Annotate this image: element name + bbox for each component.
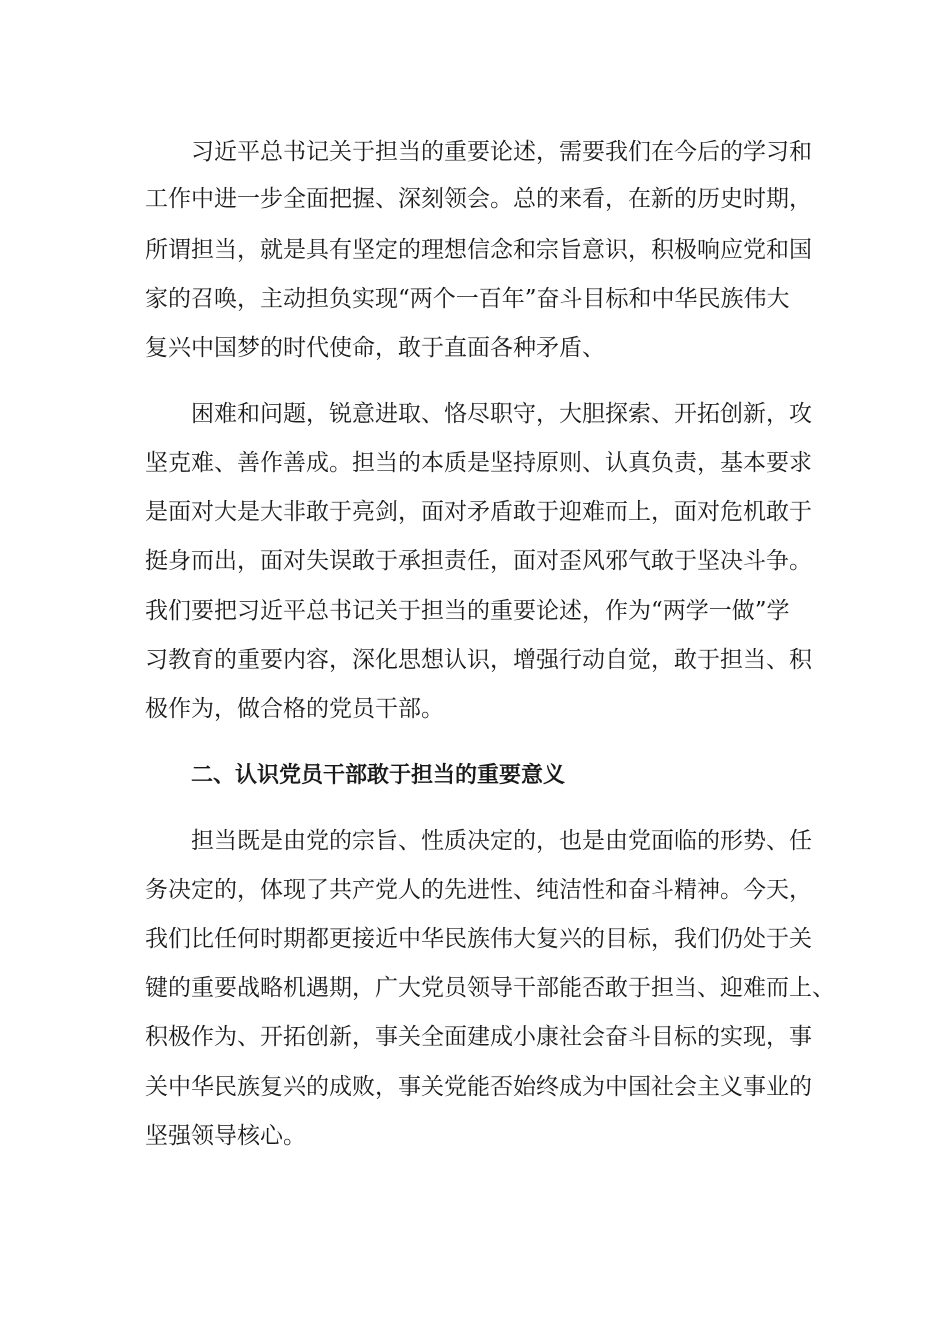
paragraph-3-line-7: 坚强领导核心。 [145,1123,306,1149]
paragraph-3-line-1: 担当既是由党的宗旨、性质决定的，也是由党面临的形势、任 [191,828,812,854]
paragraph-2-line-1: 困难和问题，锐意进取、恪尽职守，大胆探索、开拓创新，攻 [191,401,812,427]
paragraph-1-line-4: 家的召唤，主动担负实现“两个一百年”奋斗目标和中华民族伟大 [145,286,790,312]
paragraph-2-line-2: 坚克难、善作善成。担当的本质是坚持原则、认真负责，基本要求 [145,450,812,476]
paragraph-3-line-4: 键的重要战略机遇期，广大党员领导干部能否敢于担当、迎难而上、 [145,975,835,1001]
paragraph-3-line-2: 务决定的，体现了共产党人的先进性、纯洁性和奋斗精神。今天， [145,877,812,903]
paragraph-2-line-3: 是面对大是大非敢于亮剑，面对矛盾敢于迎难而上，面对危机敢于 [145,499,812,525]
paragraph-3-line-5: 积极作为、开拓创新，事关全面建成小康社会奋斗目标的实现，事 [145,1024,812,1050]
section-heading: 二、认识党员干部敢于担当的重要意义 [191,763,566,788]
paragraph-3-line-6: 关中华民族复兴的成败，事关党能否始终成为中国社会主义事业的 [145,1074,812,1100]
paragraph-2-line-6: 习教育的重要内容，深化思想认识，增强行动自觉，敢于担当、积 [145,647,812,673]
paragraph-2-line-5: 我们要把习近平总书记关于担当的重要论述，作为“两学一做”学 [145,598,790,624]
paragraph-1-line-1: 习近平总书记关于担当的重要论述，需要我们在今后的学习和 [191,139,812,165]
paragraph-3-line-3: 我们比任何时期都更接近中华民族伟大复兴的目标，我们仍处于关 [145,926,812,952]
paragraph-2-line-7: 极作为，做合格的党员干部。 [145,696,444,722]
paragraph-1-line-5: 复兴中国梦的时代使命，敢于直面各种矛盾、 [145,335,605,361]
paragraph-2-line-4: 挺身而出，面对失误敢于承担责任，面对歪风邪气敢于坚决斗争。 [145,548,812,574]
paragraph-1-line-3: 所谓担当，就是具有坚定的理想信念和宗旨意识，积极响应党和国 [145,237,812,263]
paragraph-1-line-2: 工作中进一步全面把握、深刻领会。总的来看，在新的历史时期， [145,186,812,212]
